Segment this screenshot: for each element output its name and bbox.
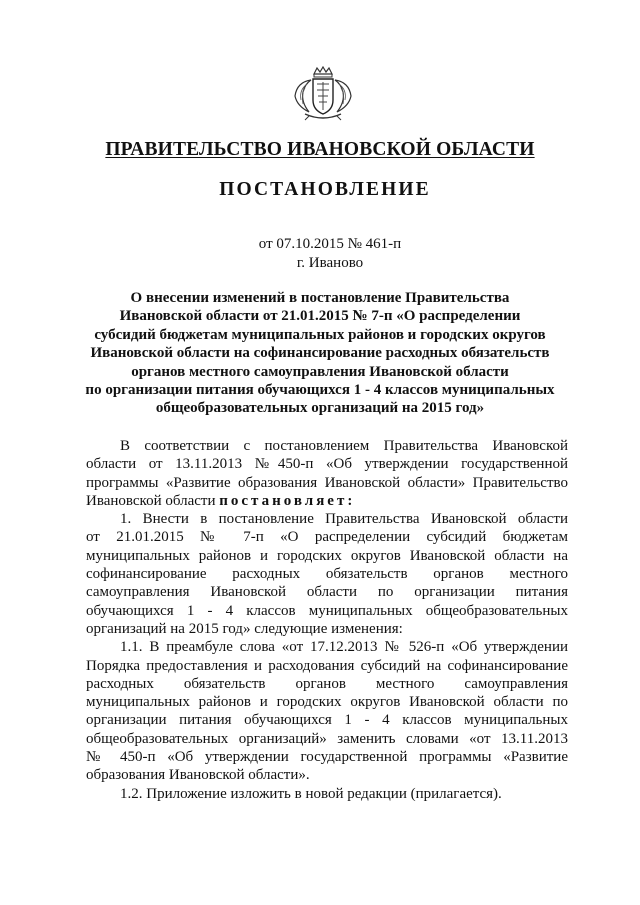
body-line: общеобразовательных организаций» заменить словами «от 13.11.2013 [86, 730, 568, 747]
body-line: программы «Развитие образования Ивановской области» Правительство [86, 474, 568, 491]
body-line: Порядка предоставления и расходования субсидий на софинансирование [86, 657, 568, 674]
subject-line: О внесении изменений в постановление Правительства [130, 290, 510, 306]
body-line: самоуправления Ивановской области по организации питания [86, 584, 568, 601]
body-line: № 450-п «Об утверждении государственной программы «Развитие [86, 749, 568, 766]
body-line: организаций на 2015 год» следующие изменения: [86, 620, 403, 637]
body-line: муниципальных районов и городских округов Ивановской области на [86, 547, 568, 564]
body-line: от 21.01.2015 № 7-п «О распределении субсидий бюджетам [86, 529, 568, 546]
subject-line: органов местного самоуправления Ивановской области [131, 363, 509, 380]
body-line: организации питания обучающихся 1 - 4 классов муниципальных [86, 712, 568, 729]
body-line: области от 13.11.2013 №450-п «Об утверждении государственной [86, 456, 568, 473]
government-title: ПРАВИТЕЛЬСТВО ИВАНОВСКОЙ ОБЛАСТИ [105, 139, 535, 160]
coat-of-arms-icon [287, 66, 359, 122]
document-subject [70, 289, 570, 418]
decree-word: постановляет: [219, 492, 356, 509]
body-line: 1. Внести в постановление Правительства Ивановской области [120, 511, 568, 528]
body-line: софинансирование расходных обязательств органов местного [86, 566, 568, 583]
body-line: расходных обязательств органов местного самоуправления [86, 675, 568, 692]
subject-line: по организации питания обучающихся 1 - 4 классов муниципальных [85, 382, 555, 399]
body-line: обучающихся 1 - 4 классов муниципальных общеобразовательных [86, 602, 568, 619]
subject-line: субсидий бюджетам муниципальных районов и городских округов [94, 326, 546, 343]
body-line [86, 492, 568, 510]
subject-line: Ивановской области на софинансирование расходных обязательств [90, 345, 550, 362]
body-line: 1.1. В преамбуле слова «от 17.12.2013 № 526-п «Об утверждении [120, 639, 568, 656]
subject-line: Ивановской области от 21.01.2015 № 7-п «О распределении [119, 308, 521, 325]
date-number: от 07.10.2015 № 461-п [258, 236, 402, 252]
body-line: В соответствии с постановлением Правительства Ивановской [120, 438, 568, 454]
document-body [86, 437, 568, 803]
document-type: ПОСТАНОВЛЕНИЕ [219, 179, 431, 200]
subject-line: общеобразовательных организаций на 2015 год» [155, 400, 485, 417]
body-line: муниципальных районов и городских округов Ивановской области по [86, 694, 568, 711]
body-line: 1.2. Приложение изложить в новой редакции (прилагается). [120, 785, 502, 802]
body-line: образования Ивановской области». [86, 767, 310, 784]
city: г. Иваново [296, 255, 364, 271]
intro-last-prefix: Ивановской области [86, 492, 216, 509]
